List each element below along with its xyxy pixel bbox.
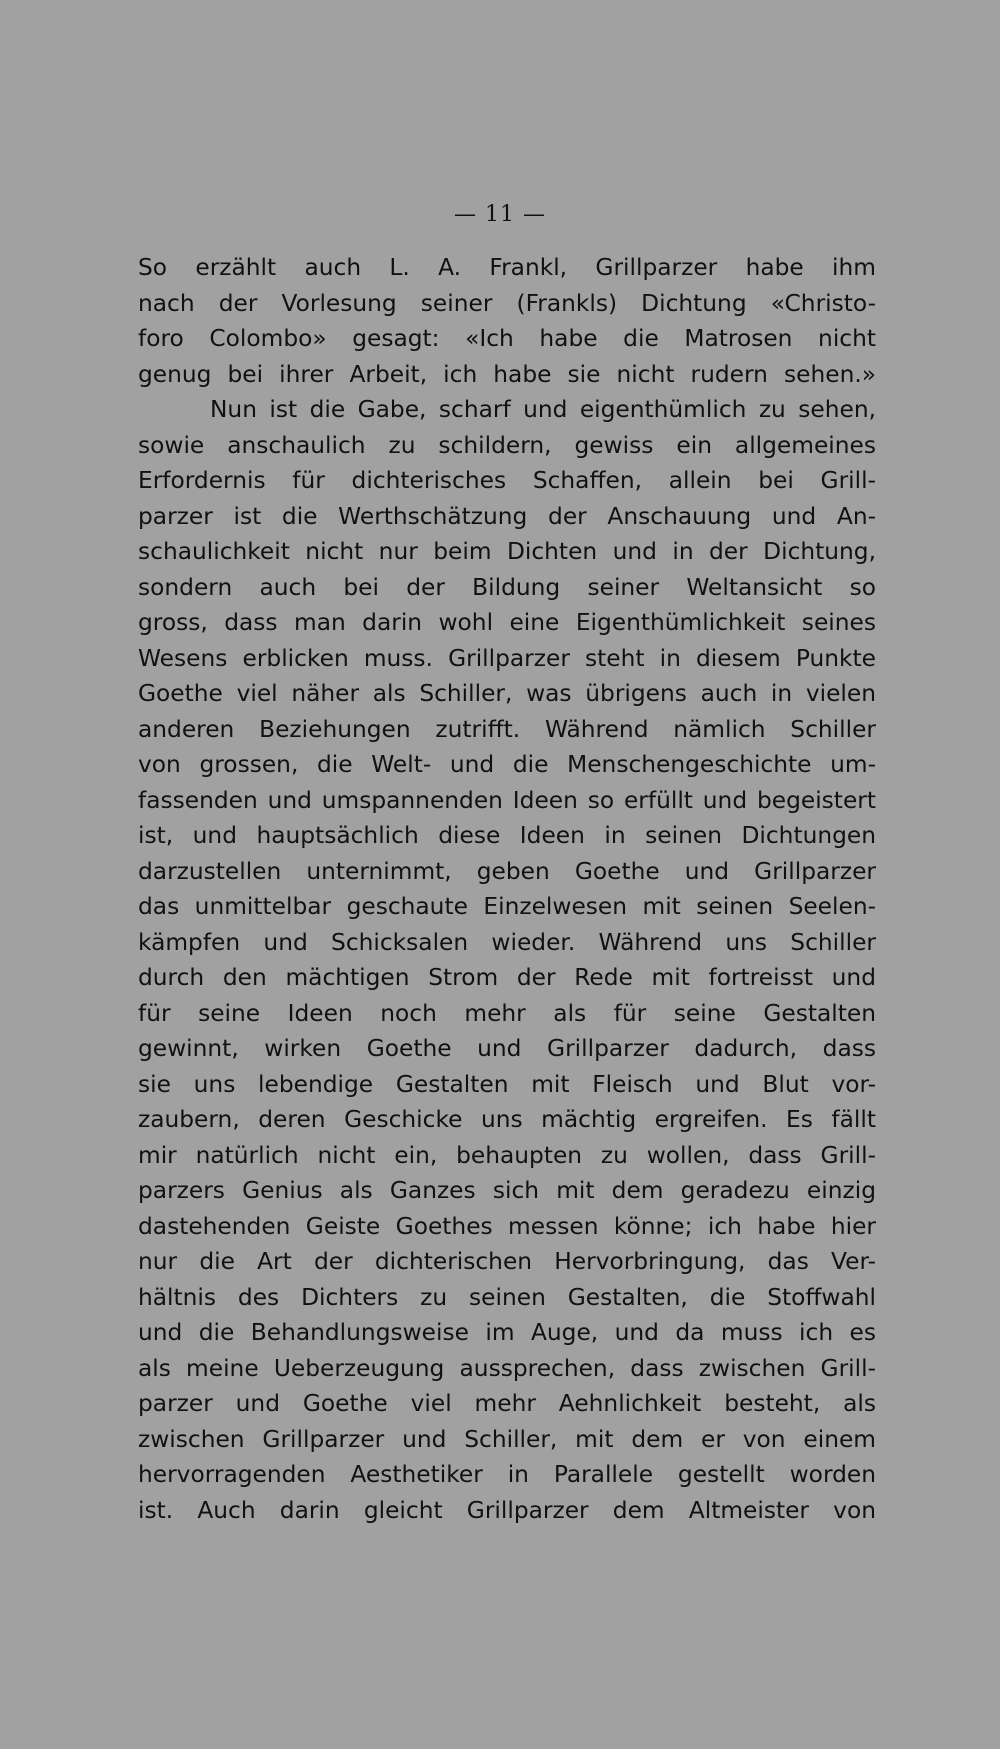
- text-line: zaubern, deren Geschicke uns mächtig ergreifen. Es fällt: [138, 1106, 876, 1133]
- text-line: und die Behandlungsweise im Auge, und da muss ich es: [138, 1319, 876, 1346]
- text-line: für seine Ideen noch mehr als für seine Gestalten: [138, 999, 876, 1027]
- text-line: parzers Genius als Ganzes sich mit dem geradezu einzig: [138, 1177, 876, 1204]
- text-line: kämpfen und Schicksalen wieder. Während uns Schiller: [138, 928, 876, 956]
- text-line: nach der Vorlesung seiner (Frankls) Dichtung «Christo-: [138, 289, 876, 317]
- text-line: zwischen Grillparzer und Schiller, mit dem er von einem: [138, 1425, 876, 1453]
- text-line: das unmittelbar geschaute Einzelwesen mit seinen Seelen-: [138, 893, 876, 920]
- text-line: So erzählt auch L. A. Frankl, Grillparzer habe ihm: [138, 254, 876, 281]
- text-line: sondern auch bei der Bildung seiner Weltansicht so: [138, 573, 876, 601]
- text-line: schaulichkeit nicht nur beim Dichten und in der Dichtung,: [138, 538, 876, 565]
- text-line: hervorragenden Aesthetiker in Parallele gestellt worden: [138, 1461, 876, 1488]
- text-line: sowie anschaulich zu schildern, gewiss ein allgemeines: [138, 431, 876, 459]
- text-line: genug bei ihrer Arbeit, ich habe sie nicht rudern sehen.»: [138, 360, 876, 388]
- text-line: ist, und hauptsächlich diese Ideen in seinen Dichtungen: [138, 822, 876, 849]
- text-line: Goethe viel näher als Schiller, was übrigens auch in vielen: [138, 680, 876, 707]
- text-line: parzer und Goethe viel mehr Aehnlichkeit besteht, als: [138, 1390, 876, 1417]
- text-line: von grossen, die Welt- und die Menschengeschichte um-: [138, 751, 876, 778]
- text-line: mir natürlich nicht ein, behaupten zu wollen, dass Grill-: [138, 1141, 876, 1169]
- text-line: Erfordernis für dichterisches Schaffen, allein bei Grill-: [138, 467, 876, 494]
- text-line: gewinnt, wirken Goethe und Grillparzer dadurch, dass: [138, 1035, 876, 1062]
- text-line: Nun ist die Gabe, scharf und eigenthümlich zu sehen,: [210, 396, 876, 423]
- text-line: gross, dass man darin wohl eine Eigenthümlichkeit seines: [138, 609, 876, 636]
- text-line: darzustellen unternimmt, geben Goethe und Grillparzer: [138, 857, 876, 885]
- text-line: als meine Ueberzeugung aussprechen, dass zwischen Grill-: [138, 1354, 876, 1382]
- text-line: Wesens erblicken muss. Grillparzer steht in diesem Punkte: [138, 644, 876, 672]
- text-line: nur die Art der dichterischen Hervorbringung, das Ver-: [138, 1248, 876, 1275]
- text-line: dastehenden Geiste Goethes messen könne; ich habe hier: [138, 1212, 876, 1240]
- text-line: foro Colombo» gesagt: «Ich habe die Matrosen nicht: [138, 325, 876, 352]
- text-line: hältnis des Dichters zu seinen Gestalten, die Stoffwahl: [138, 1283, 876, 1311]
- text-line: fassenden und umspannenden Ideen so erfüllt und begeistert: [138, 786, 876, 814]
- text-line: durch den mächtigen Strom der Rede mit fortreisst und: [138, 964, 876, 991]
- text-line: parzer ist die Werthschätzung der Anschauung und An-: [138, 502, 876, 530]
- text-line: ist. Auch darin gleicht Grillparzer dem Altmeister von: [138, 1496, 876, 1524]
- text-line: sie uns lebendige Gestalten mit Fleisch und Blut vor-: [138, 1070, 876, 1098]
- page-number: — 11 —: [454, 202, 546, 227]
- text-line: anderen Beziehungen zutrifft. Während nämlich Schiller: [138, 715, 876, 743]
- body-text: [138, 250, 876, 1528]
